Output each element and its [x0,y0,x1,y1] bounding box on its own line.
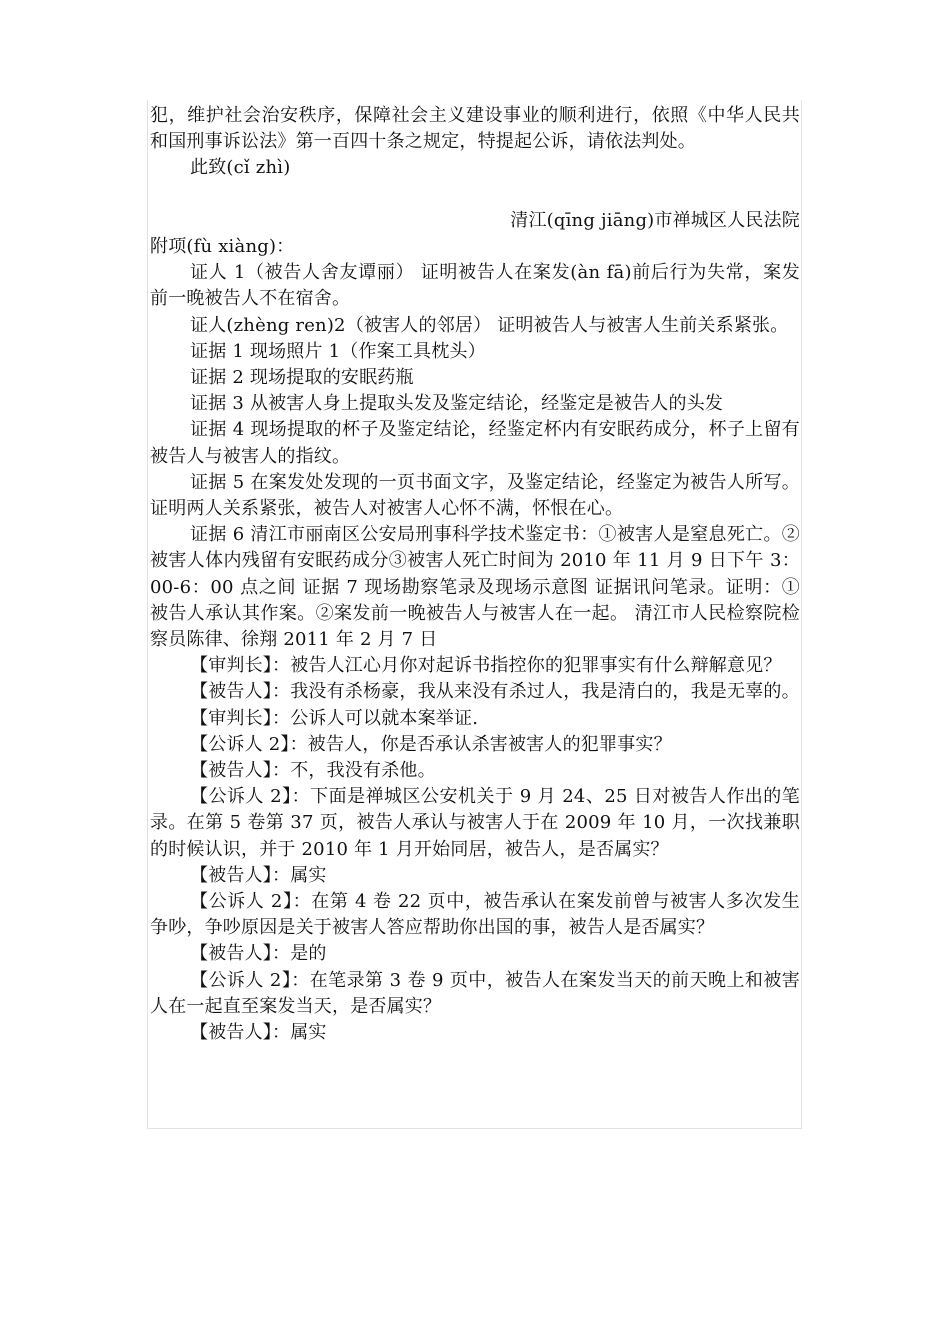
dialogue-line: 【被告人】：属实 [190,864,327,886]
dialogue-line: 【公诉人 2】：在第 4 卷 22 页中，被告承认在案发前曾与被害人多次发生争吵，争吵原因是关于被害人答应帮助你出国的事，被告人是否属实？ [150,891,800,939]
evidence-5: 证据 5 在案发处发现的一页书面文字，及鉴定结论，经鉴定为被告人所写。证明两人关系紧张，被告人对被害人心怀不满，怀恨在心。 [150,471,800,520]
blank-line [150,182,800,208]
evidence-2: 证据 2 现场提取的安眠药瓶 [190,367,414,389]
addressee-court: 清江(qīng jiāng)市禅城区人民法院 [510,209,800,231]
dialogue-line: 【被告人】：属实 [190,1022,327,1044]
dialogue-line: 【被告人】：不，我没有杀他。 [190,760,436,782]
salutation: 此致(cǐ zhì) [190,157,291,179]
dialogue-line: 【公诉人 2】：下面是禅城区公安机关于 9 月 24、25 日对被告人作出的笔录。在第 5 卷第 37 页，被告人承认与被害人于在 2009 年 10 月，一次找兼职的时候认识，并于 2010 年 1 月开始同居，被告人，是否属实？ [150,786,800,860]
dialogue-line: 【被告人】：我没有杀杨豪，我从来没有杀过人，我是清白的，我是无辜的。 [190,681,800,703]
appendix-heading: 附项(fù xiàng)： [150,236,295,257]
dialogue-line: 【审判长】：公诉人可以就本案举证. [190,707,479,729]
evidence-6-and-signature: 证据 6 清江市丽南区公安局刑事科学技术鉴定书：①被害人是窒息死亡。②被害人体内残留有安眠药成分③被害人死亡时间为 2010 年 11 月 9 日下午 3：00-6：00 点之间 证据 7 现场勘察笔录及现场示意图 证据讯问笔录。证明：①被告人承认其作案。②案发前一晚被告人与被害人在一起。 清江市人民检察院检察员陈律、徐翔 2011 年 2 月 7 日 [150,524,800,651]
evidence-4: 证据 4 现场提取的杯子及鉴定结论，经鉴定杯内有安眠药成分，杯子上留有被告人与被害人的指纹。 [150,419,800,467]
witness-2: 证人(zhèng ren)2（被害人的邻居） 证明被告人与被害人生前关系紧张。 [190,314,789,336]
document-body [150,103,800,1046]
dialogue-line: 【审判长】：被告人江心月你对起诉书指控你的犯罪事实有什么辩解意见？ [190,655,782,677]
evidence-3: 证据 3 从被害人身上提取头发及鉴定结论，经鉴定是被告人的头发 [190,393,724,415]
witness-1: 证人 1（被告人舍友谭丽） 证明被告人在案发(àn fā)前后行为失常，案发前一晚被告人不在宿舍。 [150,262,800,310]
evidence-1: 证据 1 现场照片 1（作案工具枕头） [190,340,486,362]
dialogue-line: 【公诉人 2】：被告人，你是否承认杀害被害人的犯罪事实？ [190,733,672,755]
dialogue-line: 【公诉人 2】：在笔录第 3 卷 9 页中，被告人在案发当天的前天晚上和被害人在一起直至案发当天，是否属实？ [150,969,800,1017]
dialogue-line: 【被告人】：是的 [190,943,327,965]
indictment-closing-text: 犯，维护社会治安秩序，保障社会主义建设事业的顺利进行，依照《中华人民共和国刑事诉讼法》第一百四十条之规定，特提起公诉，请依法判处。 [150,105,800,153]
